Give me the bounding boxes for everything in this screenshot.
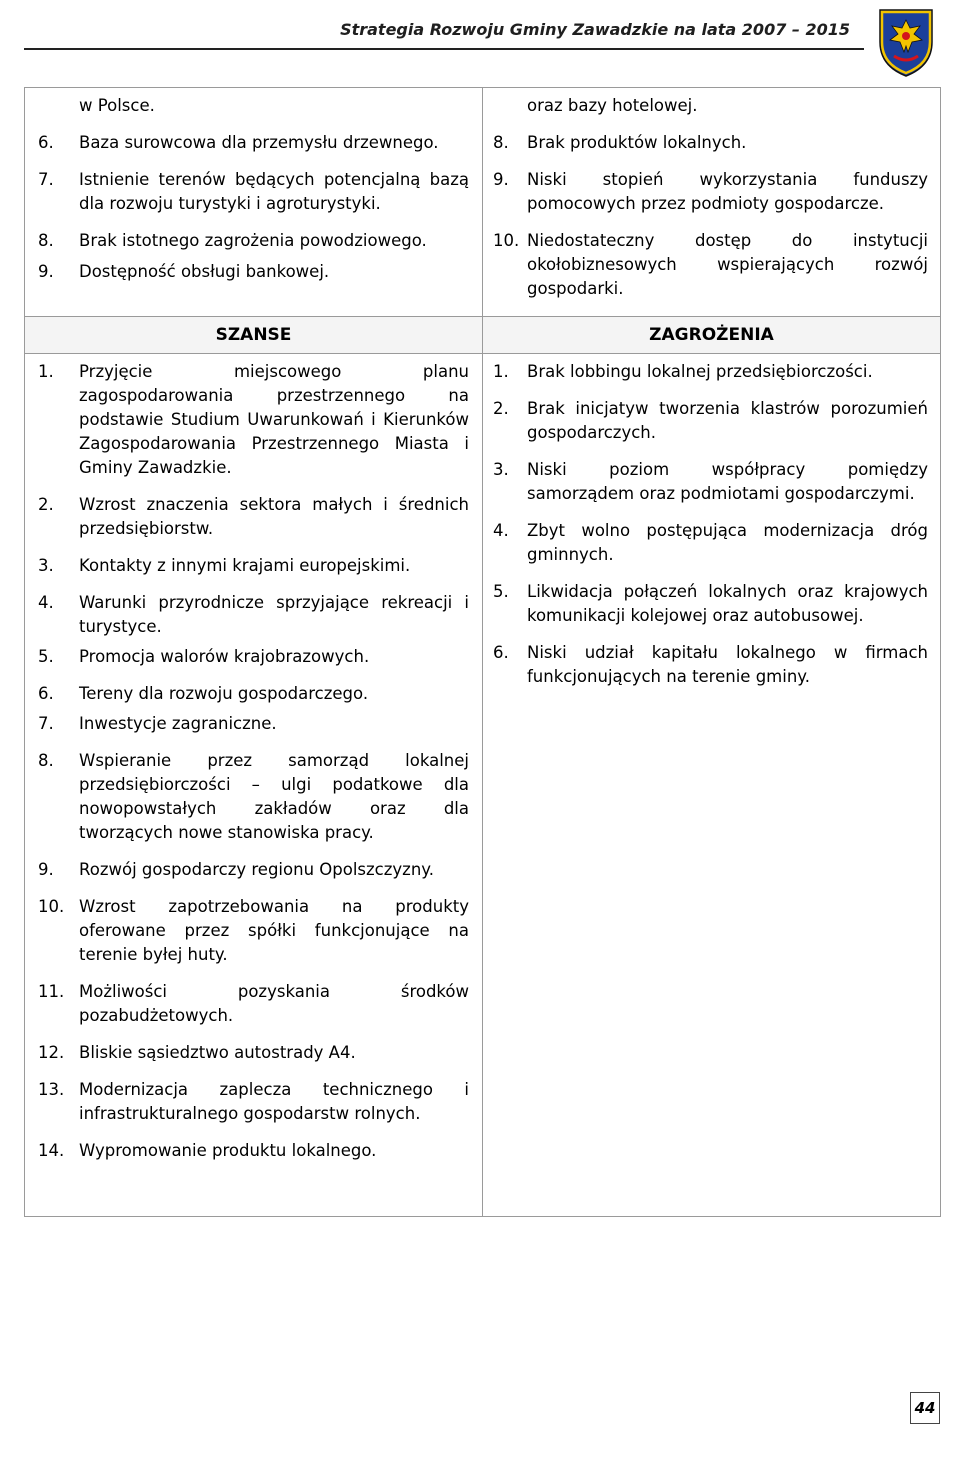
list-item: 7. Istnienie terenów będących potencjalną bazą dla rozwoju turystyki i agroturystyki. (38, 170, 469, 213)
coat-of-arms-icon (874, 6, 938, 78)
list-item: 8. Brak istotnego zagrożenia powodziowego. (38, 231, 427, 250)
list-item: 6. Niski udział kapitału lokalnego w firmach funkcjonujących na terenie gminy. (493, 643, 928, 686)
list-item: 3. Niski poziom współpracy pomiędzy samorządem oraz podmiotami gospodarczymi. (493, 460, 928, 503)
list-item: 2. Brak inicjatyw tworzenia klastrów porozumień gospodarczych. (493, 399, 928, 442)
threats-cell (483, 354, 941, 1217)
list-item: 11. Możliwości pozyskania środków pozabudżetowych. (38, 982, 469, 1025)
list-item: 1. Przyjęcie miejscowego planu zagospodarowania przestrzennego na podstawie Studium Uwarunkowań i Kierunków Zagospodarowania Przestrzennego Miasta i Gminy Zawadzkie. (38, 362, 469, 477)
list-item: 1. Brak lobbingu lokalnej przedsiębiorczości. (493, 362, 873, 381)
list-item: 9. Niski stopień wykorzystania funduszy pomocowych przez podmioty gospodarcze. (493, 170, 928, 213)
list-item-continuation: oraz bazy hotelowej. (527, 96, 698, 115)
list-item: 4. Warunki przyrodnicze sprzyjające rekreacji i turystyce. (38, 593, 469, 636)
list-item: 10. Wzrost zapotrzebowania na produkty oferowane przez spółki funkcjonujące na terenie byłej huty. (38, 897, 469, 964)
list-item: 9. Dostępność obsługi bankowej. (38, 262, 330, 281)
opportunities-list (25, 354, 482, 1163)
strengths-continuation-cell (25, 88, 483, 317)
list-item: 13. Modernizacja zaplecza technicznego i infrastrukturalnego gospodarstw rolnych. (38, 1080, 469, 1123)
list-item: 8. Wspieranie przez samorząd lokalnej przedsiębiorczości – ulgi podatkowe dla nowopowstałych zakładów oraz dla tworzących nowe stanowiska pracy. (38, 751, 469, 842)
document-header-title: Strategia Rozwoju Gminy Zawadzkie na lata 2007 – 2015 (340, 20, 850, 39)
list-item: 6. Tereny dla rozwoju gospodarczego. (38, 684, 369, 703)
swot-table (24, 87, 941, 1217)
list-item-continuation: w Polsce. (79, 96, 155, 115)
header-divider (24, 48, 864, 50)
list-item: 12. Bliskie sąsiedztwo autostrady A4. (38, 1043, 356, 1062)
opportunities-cell (25, 354, 483, 1217)
list-item: 6. Baza surowcowa dla przemysłu drzewnego. (38, 133, 439, 152)
list-item: 5. Promocja walorów krajobrazowych. (38, 647, 370, 666)
opportunities-header (25, 317, 483, 354)
list-item: 9. Rozwój gospodarczy regionu Opolszczyzny. (38, 860, 434, 879)
list-item: 4. Zbyt wolno postępująca modernizacja dróg gminnych. (493, 521, 928, 564)
opportunities-heading: SZANSE (215, 325, 292, 345)
list-item: 3. Kontakty z innymi krajami europejskimi. (38, 556, 411, 575)
page-number: 44 (910, 1392, 940, 1424)
threats-heading: ZAGROŻENIA (649, 325, 774, 345)
list-item: 7. Inwestycje zagraniczne. (38, 714, 277, 733)
list-item: 2. Wzrost znaczenia sektora małych i średnich przedsiębiorstw. (38, 495, 469, 538)
weaknesses-list (483, 88, 940, 301)
threats-list (483, 354, 940, 689)
list-item: 8. Brak produktów lokalnych. (493, 133, 747, 152)
weaknesses-continuation-cell (483, 88, 941, 317)
list-item: 14. Wypromowanie produktu lokalnego. (38, 1141, 377, 1160)
strengths-list (25, 88, 482, 284)
threats-header (483, 317, 941, 354)
list-item: 5. Likwidacja połączeń lokalnych oraz krajowych komunikacji kolejowej oraz autobusowej. (493, 582, 928, 625)
list-item: 10. Niedostateczny dostęp do instytucji okołobiznesowych wspierających rozwój gospodarki. (493, 231, 928, 298)
